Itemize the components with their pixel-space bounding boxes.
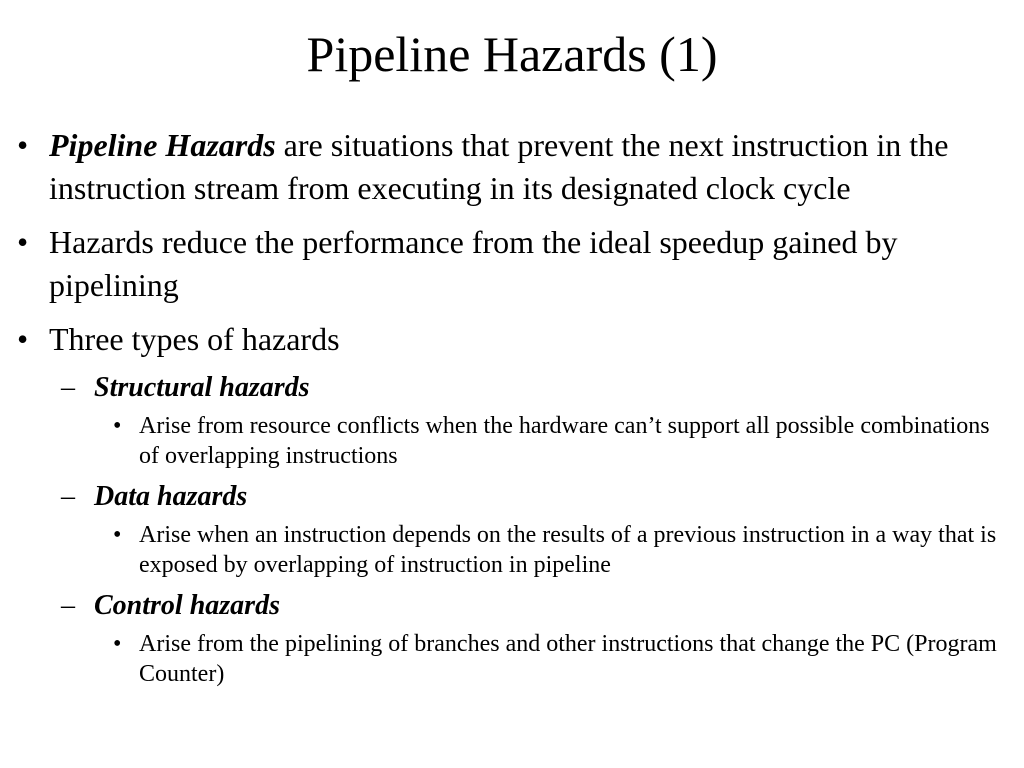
bullet-text: Hazards reduce the performance from the ideal speedup gained by pipelining [49, 224, 898, 303]
slide-title: Pipeline Hazards (1) [306, 26, 718, 82]
bullet-types [0, 318, 1024, 361]
hazard-name: Data hazards [94, 481, 248, 512]
detail-text: Arise from the pipelining of branches and other instructions that change the PC (Program Counter) [139, 631, 997, 687]
detail-data-hazards [0, 520, 1024, 580]
dash-marker: – [61, 481, 75, 512]
bullet-performance [0, 221, 1024, 307]
slide-content [0, 124, 1024, 699]
hazard-name: Structural hazards [94, 372, 310, 403]
dash-marker: – [61, 590, 75, 621]
bullet-text: are situations that prevent the next instruction in the instruction stream from executing in its designated clock cycle [49, 127, 949, 206]
bullet-marker: • [17, 224, 29, 260]
bullet-marker: • [17, 127, 29, 163]
bullet-marker: • [113, 631, 122, 657]
detail-structural-hazards [0, 411, 1024, 471]
term-pipeline-hazards: Pipeline Hazards [49, 127, 276, 163]
subbullet-data-hazards [0, 478, 1024, 516]
subbullet-structural-hazards [0, 369, 1024, 407]
dash-marker: – [61, 372, 75, 403]
bullet-definition [0, 124, 1024, 210]
detail-control-hazards [0, 629, 1024, 689]
bullet-text: Three types of hazards [49, 321, 340, 357]
subbullet-control-hazards [0, 587, 1024, 625]
bullet-marker: • [113, 522, 122, 548]
detail-text: Arise from resource conflicts when the hardware can’t support all possible combinations of overlapping instructions [139, 413, 990, 469]
bullet-marker: • [113, 413, 122, 439]
bullet-marker: • [17, 321, 29, 357]
detail-text: Arise when an instruction depends on the results of a previous instruction in a way that is exposed by overlapping of instruction in pipeline [139, 522, 997, 578]
hazard-name: Control hazards [94, 590, 280, 621]
